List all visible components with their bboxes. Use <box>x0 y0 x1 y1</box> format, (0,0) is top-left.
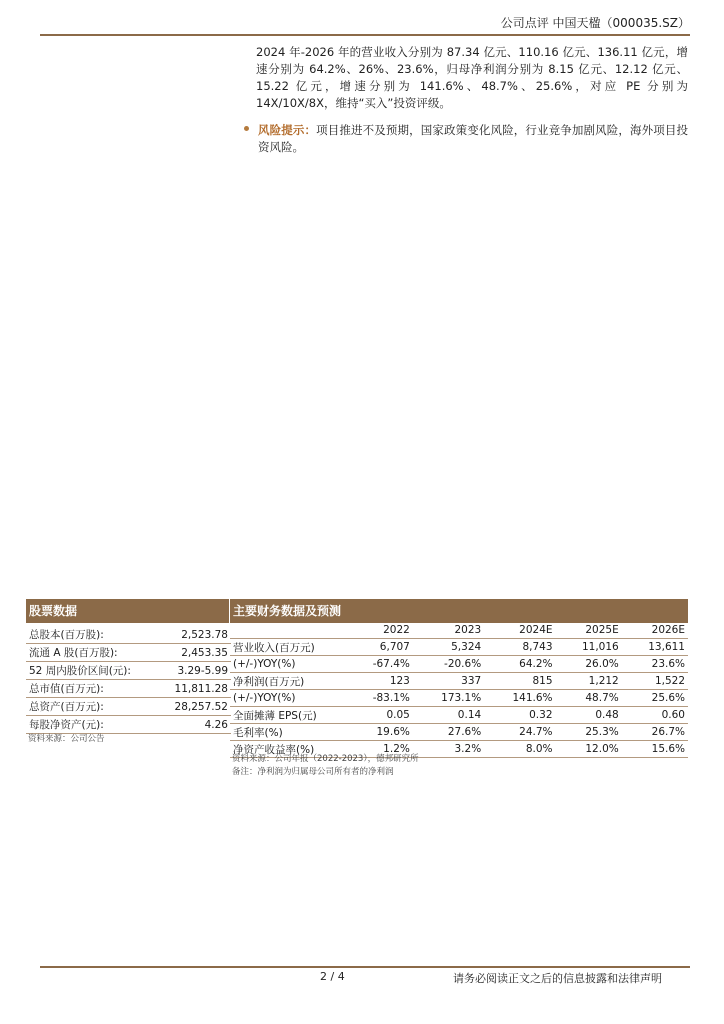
metric-value: 123 <box>346 673 413 690</box>
financials-source: 资料来源：公司年报（2022-2023），德邦研究所 <box>232 754 419 764</box>
year-header: 2024E <box>484 622 555 639</box>
table-row <box>26 644 231 662</box>
metric-value: 19.6% <box>346 724 413 741</box>
table-row <box>230 690 688 707</box>
stock-label: 总市值(百万元): <box>26 680 158 698</box>
metric-value: 11,016 <box>556 639 622 656</box>
stock-data-source: 资料来源：公司公告 <box>28 734 105 744</box>
stock-label: 总资产(百万元): <box>26 698 158 716</box>
metric-value: 48.7% <box>556 690 622 707</box>
metric-label: 净利润(百万元) <box>230 673 346 690</box>
stock-value: 11,811.28 <box>158 680 231 698</box>
metric-value: 24.7% <box>484 724 555 741</box>
metric-value: 3.2% <box>413 741 484 758</box>
metric-label: 全面摊薄 EPS(元) <box>230 707 346 724</box>
metric-label: 净资产收益率(%) <box>230 741 346 758</box>
metric-value: 6,707 <box>346 639 413 656</box>
metric-label: 营业收入(百万元) <box>230 639 346 656</box>
table-row <box>230 707 688 724</box>
metric-value: 5,324 <box>413 639 484 656</box>
stock-data-table <box>26 626 231 734</box>
financials-note: 备注：净利润为归属母公司所有者的净利润 <box>232 767 394 777</box>
year-header: 2025E <box>556 622 622 639</box>
metric-value: 25.3% <box>556 724 622 741</box>
table-row <box>26 626 231 644</box>
forecast-section <box>256 44 688 112</box>
metric-value: 15.6% <box>622 741 688 758</box>
table-row <box>26 698 231 716</box>
metric-value: 8.0% <box>484 741 555 758</box>
table-row <box>26 680 231 698</box>
metric-value: 337 <box>413 673 484 690</box>
metric-value: 25.6% <box>622 690 688 707</box>
metric-value: 0.48 <box>556 707 622 724</box>
financials-header: 主要财务数据及预测 <box>230 599 688 623</box>
risk-label: 风险提示： <box>258 123 317 137</box>
table-row <box>230 673 688 690</box>
metric-value: 0.14 <box>413 707 484 724</box>
metric-value: 173.1% <box>413 690 484 707</box>
footer-divider <box>40 966 690 968</box>
stock-value: 2,523.78 <box>158 626 231 644</box>
risk-warning <box>244 122 688 156</box>
stock-label: 总股本(百万股): <box>26 626 158 644</box>
stock-value: 2,453.35 <box>158 644 231 662</box>
stock-label: 52 周内股价区间(元): <box>26 662 158 680</box>
table-row <box>230 724 688 741</box>
year-header: 2023 <box>413 622 484 639</box>
header-divider <box>40 34 690 36</box>
metric-value: -67.4% <box>346 656 413 673</box>
metric-value: 26.7% <box>622 724 688 741</box>
risk-text: 项目推进不及预期，国家政策变化风险，行业竞争加剧风险，海外项目投资风险。 <box>258 123 688 154</box>
metric-label: (+/-)YOY(%) <box>230 656 346 673</box>
metric-value: -20.6% <box>413 656 484 673</box>
metric-value: 64.2% <box>484 656 555 673</box>
metric-value: 1.2% <box>346 741 413 758</box>
metric-value: 8,743 <box>484 639 555 656</box>
metric-value: 0.32 <box>484 707 555 724</box>
stock-value: 4.26 <box>158 716 231 734</box>
stock-data-header: 股票数据 <box>26 599 229 623</box>
financials-table <box>230 622 688 758</box>
year-header-row <box>230 622 688 639</box>
metric-value: 26.0% <box>556 656 622 673</box>
year-header: 2026E <box>622 622 688 639</box>
bullet-icon <box>244 126 249 131</box>
footer-disclaimer: 请务必阅读正文之后的信息披露和法律声明 <box>453 972 662 985</box>
metric-value: 0.05 <box>346 707 413 724</box>
stock-value: 3.29-5.99 <box>158 662 231 680</box>
metric-value: 141.6% <box>484 690 555 707</box>
year-header: 2022 <box>346 622 413 639</box>
metric-label: 毛利率(%) <box>230 724 346 741</box>
page-number: 2 / 4 <box>320 970 345 983</box>
metric-value: -83.1% <box>346 690 413 707</box>
metric-value: 815 <box>484 673 555 690</box>
stock-label: 流通 A 股(百万股): <box>26 644 158 662</box>
table-row <box>26 716 231 734</box>
stock-label: 每股净资产(元): <box>26 716 158 734</box>
metric-value: 1,522 <box>622 673 688 690</box>
header-blank-cell <box>230 622 346 639</box>
table-row <box>230 656 688 673</box>
metric-value: 27.6% <box>413 724 484 741</box>
metric-value: 0.60 <box>622 707 688 724</box>
stock-value: 28,257.52 <box>158 698 231 716</box>
metric-label: (+/-)YOY(%) <box>230 690 346 707</box>
metric-value: 13,611 <box>622 639 688 656</box>
forecast-paragraph: 2024 年-2026 年的营业收入分别为 87.34 亿元、110.16 亿元、136.11 亿元，增速分别为 64.2%、26%、23.6%，归母净利润分别为 8.15 亿元、12.12 亿元、15.22 亿元，增速分别为 141.6%、48.7%、25.6%，对应 PE 分别为 14X/10X/8X，维持“买入”投资评级。 <box>256 45 688 110</box>
table-row <box>230 639 688 656</box>
metric-value: 12.0% <box>556 741 622 758</box>
report-header-title: 公司点评 中国天楹（000035.SZ） <box>500 16 690 30</box>
metric-value: 23.6% <box>622 656 688 673</box>
table-row <box>26 662 231 680</box>
metric-value: 1,212 <box>556 673 622 690</box>
